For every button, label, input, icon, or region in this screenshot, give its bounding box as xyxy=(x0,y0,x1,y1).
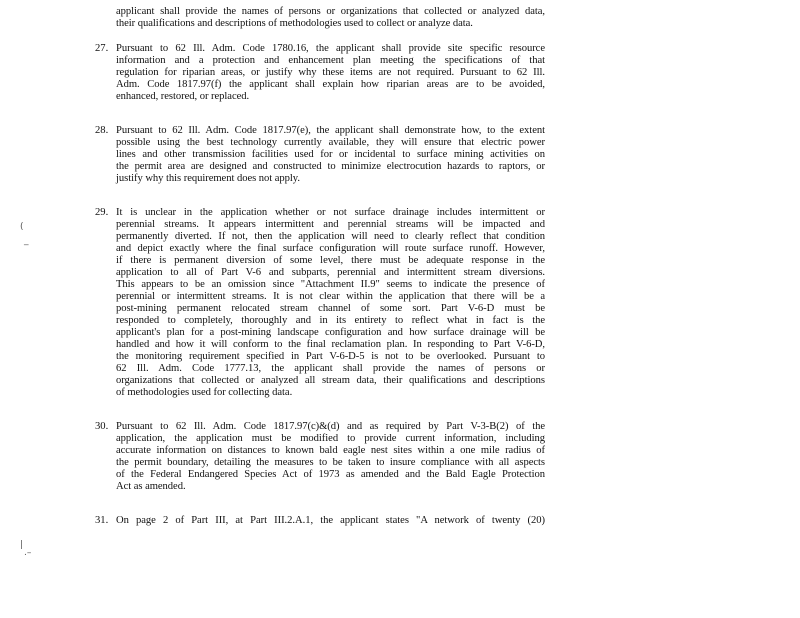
item-line: This appears to be an omission since "Attachment II.9" seems to indicate the presence of xyxy=(116,279,545,290)
item-line: handled and how it will conform to the final reclamation plan. In responding to Part V-6-D, xyxy=(116,339,545,350)
item-line: and depict exactly where the final surface configuration will route surface runoff. However, xyxy=(116,243,545,254)
item-line: the permit area are designed and constructed to minimize electrocution hazards to raptors, or xyxy=(116,161,545,172)
item-line: of the Federal Endangered Species Act of 1973 as amended and the Bald Eagle Protection xyxy=(116,469,545,480)
item-line: of methodologies used for collecting data. xyxy=(116,387,293,398)
intro-line: their qualifications and descriptions of methodologies used to collect or analyze data. xyxy=(116,18,473,29)
item-line: possible using the best technology currently available, they will ensure that electric power xyxy=(116,137,545,148)
item-line: permanently diverted. If not, then the application will need to clearly reflect that condition xyxy=(116,231,545,242)
item-line: Act as amended. xyxy=(116,481,186,492)
item-line: the monitoring requirement specified in Part V-6-D-5 is not to be overlooked. Pursuant to xyxy=(116,351,545,362)
item-number: 27. xyxy=(95,43,109,54)
item-line: if there is permanent diversion of some level, there must be adequate response in the xyxy=(116,255,545,266)
item-line: regulation for riparian areas, or justify why these items are not required. Pursuant to 62 Ill. xyxy=(116,67,545,78)
item-line: perennial or intermittent streams. It is not clear within the application that there will be a xyxy=(116,291,545,302)
item-line: organizations that collected or analyzed all stream data, their qualifications and descriptions xyxy=(116,375,545,386)
scan-mark: | xyxy=(20,540,24,550)
item-line: enhanced, restored, or replaced. xyxy=(116,91,250,102)
item-line: lines and other transmission facilities used for or incidental to surface mining activities on xyxy=(116,149,545,160)
item-line: the permit boundary, detailing the measures to be taken to insure compliance with all aspects xyxy=(116,457,545,468)
scan-mark: .– xyxy=(24,548,32,558)
item-line: information and a protection and enhancement plan meeting the specifications of that xyxy=(116,55,545,66)
item-line: application, the application must be modified to provide current information, including xyxy=(116,433,545,444)
item-line: responded to completely, thoroughly and in its entirety to reflect what in fact is the xyxy=(116,315,545,326)
intro-line: applicant shall provide the names of persons or organizations that collected or analyzed data, xyxy=(116,6,545,17)
item-number: 29. xyxy=(95,207,109,218)
item-line: Pursuant to 62 Ill. Adm. Code 1817.97(c)&(d) and as required by Part V-3-B(2) of the xyxy=(116,421,545,432)
item-line: Pursuant to 62 Ill. Adm. Code 1780.16, the applicant shall provide site specific resource xyxy=(116,43,545,54)
item-line: applicant's plan for a post-mining landscape configuration and how surface drainage will be xyxy=(116,327,545,338)
item-line: 62 Ill. Adm. Code 1777.13, the applicant shall provide the names of persons or xyxy=(116,363,545,374)
item-line: On page 2 of Part III, at Part III.2.A.1, the applicant states "A network of twenty (20) xyxy=(116,515,545,526)
item-line: justify why this requirement does not apply. xyxy=(116,173,300,184)
item-line: application to all of Part V-6 and subparts, perennial and intermittent stream diversions. xyxy=(116,267,545,278)
item-number: 31. xyxy=(95,515,109,526)
item-number: 30. xyxy=(95,421,109,432)
item-line: post-mining permanent relocated stream channel of some sort. Part V-6-D must be xyxy=(116,303,545,314)
item-line: perennial streams. It appears intermittent and perennial streams will be impacted and xyxy=(116,219,545,230)
item-number: 28. xyxy=(95,125,109,136)
item-line: It is unclear in the application whether or not surface drainage includes intermittent or xyxy=(116,207,545,218)
item-line: accurate information on distances to known bald eagle nest sites within a one mile radius of xyxy=(116,445,545,456)
item-line: Adm. Code 1817.97(f) the applicant shall explain how riparian areas are to be avoided, xyxy=(116,79,545,90)
item-line: Pursuant to 62 Ill. Adm. Code 1817.97(e), the applicant shall demonstrate how, to the extent xyxy=(116,125,545,136)
scan-mark: ( xyxy=(20,222,24,232)
scan-mark: _ xyxy=(24,236,29,246)
